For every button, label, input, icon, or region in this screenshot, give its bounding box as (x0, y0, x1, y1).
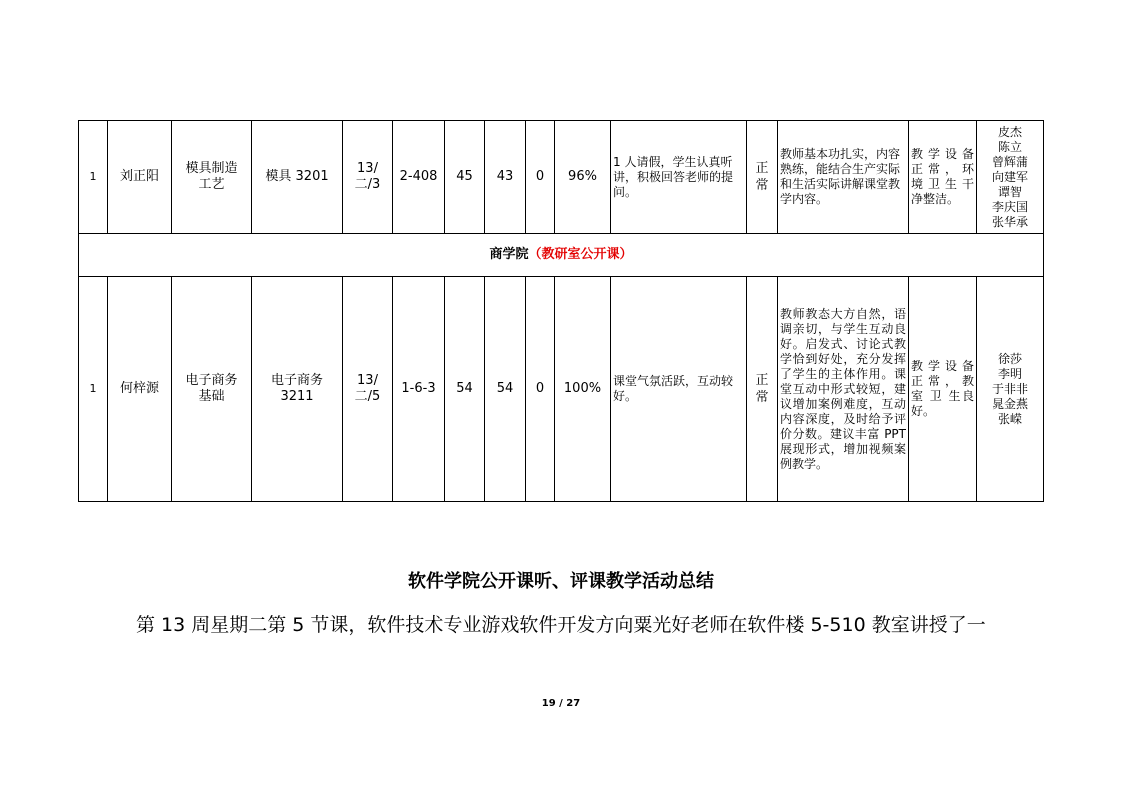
table-row (79, 277, 1044, 502)
cell-order (747, 277, 778, 502)
week-text: 13/二/3 (354, 161, 381, 192)
course-text: 模具制造工艺 (185, 161, 238, 192)
section-header (79, 234, 1044, 277)
summary-title: 软件学院公开课听、评课教学活动总结 (408, 571, 714, 592)
evaluator-name: 谭智 (997, 184, 1022, 199)
lecture-evaluation-table (78, 120, 1044, 502)
cell-evaluators (977, 121, 1044, 234)
cell-class: 模具 3201 (252, 121, 343, 234)
cell-course (172, 277, 252, 502)
evaluator-name: 徐莎 (997, 351, 1022, 366)
evaluator-name: 陈立 (997, 139, 1022, 154)
cell-week (343, 277, 393, 502)
cell-rate: 96% (555, 121, 611, 234)
cell-attendance-note: 课堂气氛活跃，互动较好。 (611, 277, 747, 502)
cell-env: 教 学 设 备正常，教 室 卫 生良好。 (909, 277, 977, 502)
cell-actual: 43 (485, 121, 526, 234)
order-text: 正常 (755, 161, 769, 193)
cell-env: 教 学 设 备正常，环 境 卫 生 干 净整洁。 (909, 121, 977, 234)
cell-order (747, 121, 778, 234)
evaluator-name: 张嵘 (997, 411, 1022, 426)
cell-teacher: 刘正阳 (108, 121, 172, 234)
evaluator-name: 李明 (997, 366, 1022, 381)
order-text: 正常 (755, 373, 769, 405)
cell-expected: 45 (445, 121, 485, 234)
cell-rate: 100% (555, 277, 611, 502)
cell-attendance-note: 1 人请假，学生认真听讲，积极回答老师的提问。 (611, 121, 747, 234)
cell-room: 1-6-3 (393, 277, 445, 502)
evaluator-name: 晁金燕 (991, 396, 1028, 411)
section-title: 商学院 (489, 247, 529, 262)
page-number: 19 / 27 (541, 698, 581, 709)
table-row (79, 121, 1044, 234)
cell-room: 2-408 (393, 121, 445, 234)
evaluator-name: 曾辉蒲 (991, 154, 1028, 169)
section-subtitle: （教研室公开课） (528, 247, 633, 262)
evaluator-name: 张华承 (991, 214, 1028, 229)
evaluator-name: 李庆国 (991, 199, 1028, 214)
section-header-row (79, 234, 1044, 277)
cell-no: 1 (79, 277, 108, 502)
summary-paragraph: 第 13 周星期二第 5 节课，软件技术专业游戏软件开发方向粟光好老师在软件楼 5-510 教室讲授了一 (136, 614, 986, 636)
evaluator-name: 皮杰 (997, 124, 1022, 139)
cell-week (343, 121, 393, 234)
cell-class (252, 277, 343, 502)
cell-expected: 54 (445, 277, 485, 502)
cell-no: 1 (79, 121, 108, 234)
cell-teaching-eval: 教师基本功扎实，内容熟练，能结合生产实际和生活实际讲解课堂教学内容。 (778, 121, 909, 234)
cell-evaluators (977, 277, 1044, 502)
class-text: 电子商务3211 (270, 373, 323, 404)
evaluator-name: 于非非 (991, 381, 1028, 396)
week-text: 13/二/5 (354, 373, 381, 404)
evaluator-name: 向建军 (991, 169, 1028, 184)
cell-absent: 0 (526, 277, 555, 502)
cell-teaching-eval: 教师教态大方自然，语调亲切，与学生互动良好。启发式、讨论式教学恰到好处，充分发挥了学生的主体作用。课堂互动中形式较短，建议增加案例难度，互动内容深度，及时给予评价分数。建议丰富 PPT 展现形式，增加视频案例教学。 (778, 277, 909, 502)
cell-actual: 54 (485, 277, 526, 502)
cell-teacher: 何梓源 (108, 277, 172, 502)
cell-absent: 0 (526, 121, 555, 234)
course-text: 电子商务基础 (185, 373, 238, 404)
cell-course (172, 121, 252, 234)
